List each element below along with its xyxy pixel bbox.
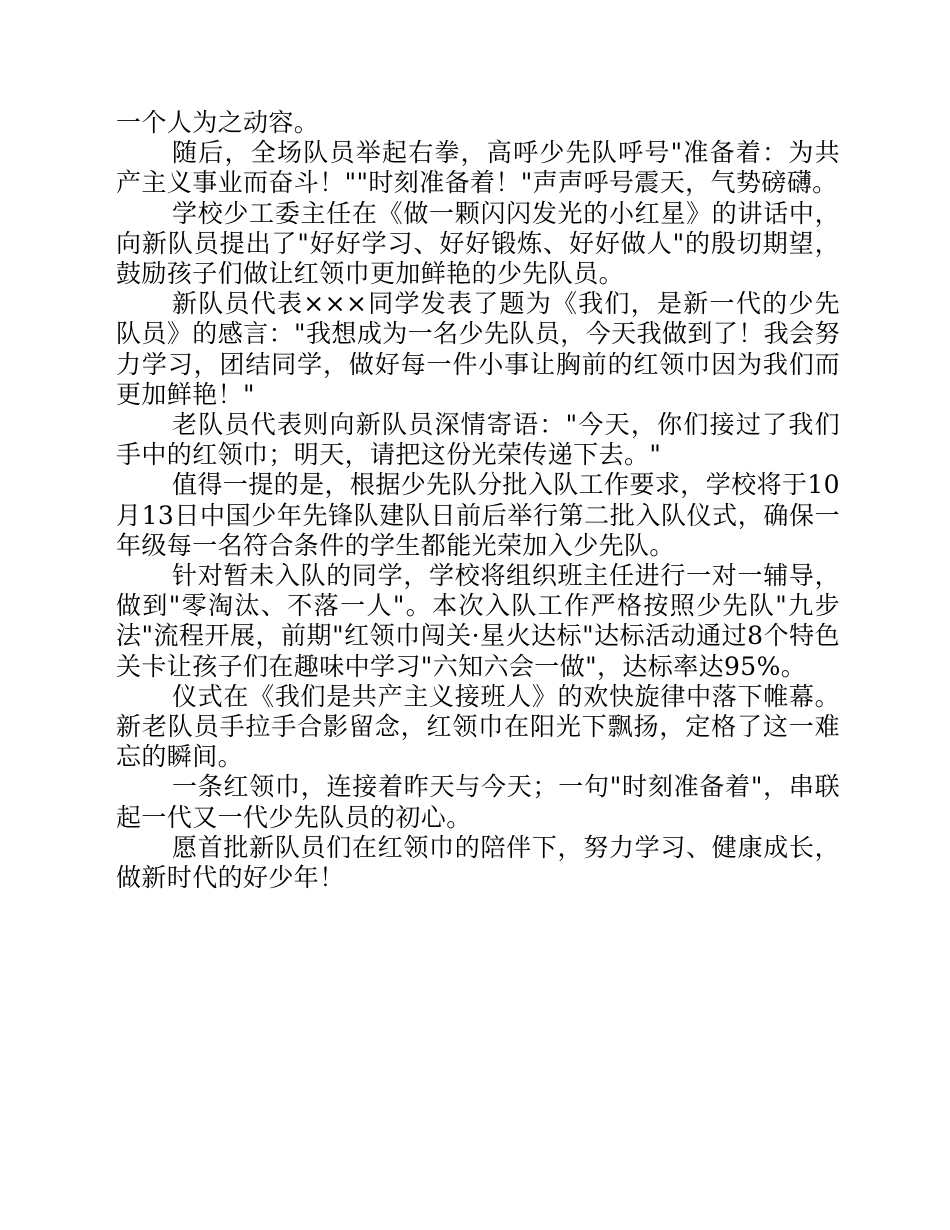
article-body — [116, 108, 840, 893]
paragraph-closing-ceremony: 仪式在《我们是共产主义接班人》的欢快旋律中落下帷幕。新老队员手拉手合影留念，红领巾在阳光下飘扬，定格了这一难忘的瞬间。 — [116, 681, 840, 772]
paragraph-second-batch: 值得一提的是，根据少先队分批入队工作要求，学校将于10月13日中国少年先锋队建队日前后举行第二批入队仪式，确保一年级每一名符合条件的学生都能光荣加入少先队。 — [116, 470, 840, 560]
paragraph-red-scarf: 一条红领巾，连接着昨天与今天；一句"时刻准备着"，串联起一代又一代少先队员的初心。 — [116, 772, 840, 832]
paragraph-senior-member-message: 老队员代表则向新队员深情寄语："今天，你们接过了我们手中的红领巾；明天，请把这份光荣传递下去。" — [116, 410, 840, 470]
paragraph-wish: 愿首批新队员们在红领巾的陪伴下，努力学习、健康成长，做新时代的好少年！ — [116, 832, 840, 893]
paragraph-speech: 学校少工委主任在《做一颗闪闪发光的小红星》的讲话中，向新队员提出了"好好学习、好好锻炼、好好做人"的殷切期望，鼓励孩子们做让红领巾更加鲜艳的少先队员。 — [116, 198, 840, 289]
paragraph-continuation: 一个人为之动容。 — [116, 108, 320, 137]
paragraph-tutoring: 针对暂未入队的同学，学校将组织班主任进行一对一辅导，做到"零淘汰、不落一人"。本次入队工作严格按照少先队"九步法"流程开展，前期"红领巾闯关·星火达标"达标活动通过8个特色关卡让孩子们在趣味中学习"六知六会一做"，达标率达95%。 — [116, 561, 840, 681]
paragraph-new-member-remarks: 新队员代表×××同学发表了题为《我们，是新一代的少先队员》的感言："我想成为一名少先队员，今天我做到了！我会努力学习，团结同学，做好每一件小事让胸前的红领巾因为我们而更加鲜艳！" — [116, 289, 840, 409]
paragraph-oath: 随后，全场队员举起右拳，高呼少先队呼号"准备着：为共产主义事业而奋斗！""时刻准备着！"声声呼号震天，气势磅礴。 — [116, 138, 840, 198]
